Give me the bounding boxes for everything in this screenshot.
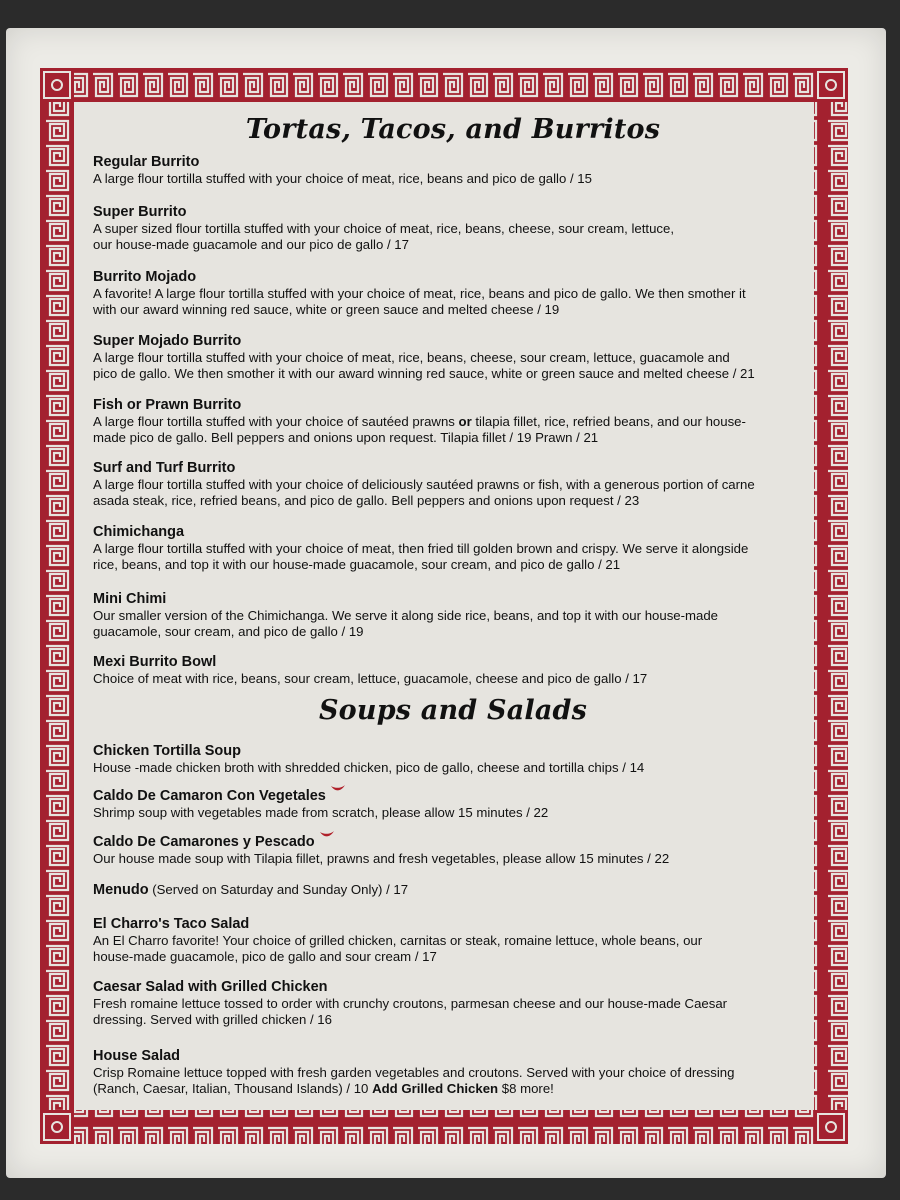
item-name: Caesar Salad with Grilled Chicken: [93, 979, 328, 995]
item-desc-line: made pico de gallo. Bell peppers and onions upon request. Tilapia fillet / 19 Prawn / 21: [93, 430, 599, 446]
item-desc-line: An El Charro favorite! Your choice of grilled chicken, carnitas or steak, romaine lettuce, whole beans, our: [93, 933, 703, 948]
menu-item-burrito-mojado: [93, 269, 815, 319]
item-desc-line: house-made guacamole, pico de gallo and sour cream / 17: [93, 949, 437, 965]
item-desc-part: $8 more!: [498, 1081, 554, 1097]
menu-item-caldo-de-camarones-y-pescado: [93, 834, 815, 867]
menu-item-regular-burrito: [93, 154, 815, 187]
item-name: Chicken Tortilla Soup: [93, 743, 241, 759]
item-name: Burrito Mojado: [93, 269, 197, 285]
item-name: House Salad: [93, 1048, 181, 1064]
item-desc-line: Fresh romaine lettuce tossed to order with crunchy croutons, parmesan cheese and our house-made Caesar: [93, 996, 728, 1011]
item-desc-line: our house-made guacamole and our pico de gallo / 17: [93, 237, 409, 253]
item-name-row: [93, 882, 815, 899]
item-desc-bold: or: [458, 414, 472, 429]
item-desc-line: guacamole, sour cream, and pico de gallo / 19: [93, 624, 364, 640]
menu-item-el-charros-taco-salad: [93, 916, 815, 966]
item-desc-line: [93, 414, 815, 430]
item-desc-line: Our smaller version of the Chimichanga. We serve it along side rice, beans, and top it with our house-made: [93, 608, 719, 623]
item-name-row: [93, 788, 815, 805]
item-name: Fish or Prawn Burrito: [93, 397, 242, 413]
item-desc-part: tilapia fillet, rice, refried beans, and our house-: [471, 414, 746, 429]
menu-item-chicken-tortilla-soup: [93, 743, 815, 776]
menu-item-mini-chimi: [93, 591, 815, 641]
item-desc: Choice of meat with rice, beans, sour cream, lettuce, guacamole, cheese and pico de gallo / 17: [93, 671, 648, 686]
menu-item-surf-and-turf-burrito: [93, 460, 815, 510]
menu-item-super-burrito: [93, 204, 815, 254]
item-name: Mini Chimi: [93, 591, 167, 607]
menu-item-chimichanga: [93, 524, 815, 574]
item-desc-line: A super sized flour tortilla stuffed with your choice of meat, rice, beans, cheese, sour cream, lettuce,: [93, 221, 675, 236]
item-desc-line: rice, beans, and top it with our house-made guacamole, sour cream, and pico de gallo / 21: [93, 557, 621, 573]
menu-item-fish-or-prawn-burrito: [93, 397, 815, 447]
chili-pepper-icon: [330, 784, 346, 793]
menu-item-mexi-burrito-bowl: [93, 654, 815, 687]
menu-item-super-mojado-burrito: [93, 333, 815, 383]
item-desc: Shrimp soup with vegetables made from scratch, please allow 15 minutes / 22: [93, 805, 549, 820]
item-name: Regular Burrito: [93, 154, 200, 170]
item-name: Mexi Burrito Bowl: [93, 654, 217, 670]
item-name: Surf and Turf Burrito: [93, 460, 236, 476]
menu-content: [88, 110, 818, 1105]
section-title-soups: Soups and Salads: [318, 695, 588, 726]
item-desc-bold: Add Grilled Chicken: [372, 1081, 499, 1097]
item-desc-line: Crisp Romaine lettuce topped with fresh garden vegetables and croutons. Served with your choice of dressing: [93, 1065, 735, 1080]
section-title-tortas: Tortas, Tacos, and Burritos: [245, 114, 661, 145]
item-name-row: [93, 834, 815, 851]
chili-pepper-icon: [319, 830, 335, 839]
menu-item-menudo: [93, 882, 815, 899]
menu-item-house-salad: [93, 1048, 815, 1098]
item-desc: Our house made soup with Tilapia fillet, prawns and fresh vegetables, please allow 15 minutes / 22: [93, 851, 670, 866]
item-name: Caldo De Camaron Con Vegetales: [93, 788, 326, 804]
item-desc-line: dressing. Served with grilled chicken / 16: [93, 1012, 332, 1028]
item-desc-line: pico de gallo. We then smother it with our award winning red sauce, white or green sauce and melted cheese / 21: [93, 366, 755, 382]
item-name: Chimichanga: [93, 524, 185, 540]
item-note: (Served on Saturday and Sunday Only) / 17: [148, 882, 409, 897]
menu-item-caldo-de-camaron: [93, 788, 815, 821]
item-desc-line: A favorite! A large flour tortilla stuffed with your choice of meat, rice, beans and pico de gallo. We then smother it: [93, 286, 746, 301]
item-name: Caldo De Camarones y Pescado: [93, 834, 315, 850]
item-name: El Charro's Taco Salad: [93, 916, 250, 932]
item-desc: House -made chicken broth with shredded chicken, pico de gallo, cheese and tortilla chips / 14: [93, 760, 645, 775]
item-desc-line: A large flour tortilla stuffed with your choice of meat, then fried till golden brown and crispy. We serve it alongside: [93, 541, 749, 556]
menu-item-caesar-salad: [93, 979, 815, 1029]
item-desc-line: with our award winning red sauce, white or green sauce and melted cheese / 19: [93, 302, 560, 318]
item-desc-line: A large flour tortilla stuffed with your choice of meat, rice, beans, cheese, sour cream, lettuce, guacamole and: [93, 350, 730, 365]
item-desc-line: A large flour tortilla stuffed with your choice of deliciously sautéed prawns or fish, with a generous portion of carne: [93, 477, 755, 492]
item-name: Menudo: [93, 882, 149, 898]
item-desc-line: asada steak, rice, refried beans, and pico de gallo. Bell peppers and onions upon request / 23: [93, 493, 640, 509]
item-name: Super Burrito: [93, 204, 187, 220]
item-desc-part: (Ranch, Caesar, Italian, Thousand Islands) / 10: [93, 1081, 373, 1097]
item-desc: A large flour tortilla stuffed with your choice of meat, rice, beans and pico de gallo / 15: [93, 171, 592, 186]
item-name: Super Mojado Burrito: [93, 333, 242, 349]
item-desc-line: [93, 1081, 815, 1097]
item-desc-part: A large flour tortilla stuffed with your choice of sautéed prawns: [93, 414, 459, 429]
